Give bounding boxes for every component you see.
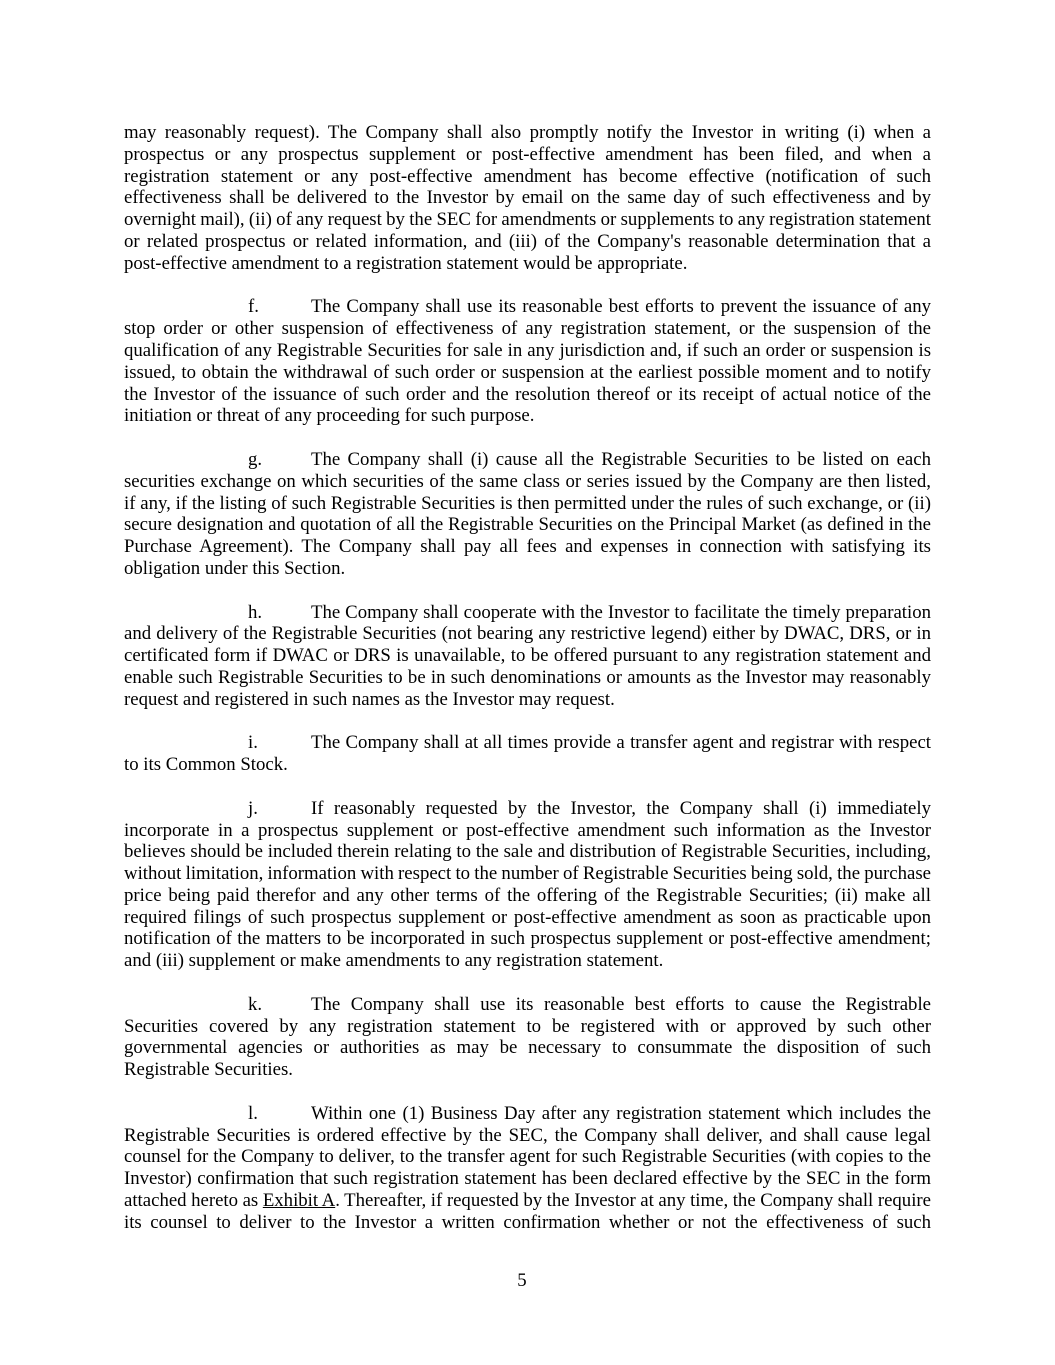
text-line: or related prospectus or related information, and (iii) of the Company's reasonable determination that a — [124, 230, 931, 252]
text-line: notification of the matters to be incorporated in such prospectus supplement or post-effective amendment; — [124, 928, 931, 950]
text-segment: attached hereto as — [124, 1190, 263, 1212]
text-line: Within one (1) Business Day after any registration statement which includes the — [311, 1102, 931, 1124]
text-line: without limitation, information with respect to the number of Registrable Securities being sold, the purchase — [124, 863, 931, 885]
text-line: Purchase Agreement). The Company shall pay all fees and expenses in connection with satisfying its — [124, 536, 931, 558]
paragraph-label: i. — [248, 732, 258, 754]
text-line: Registrable Securities. — [124, 1059, 293, 1081]
text-line: issued, to obtain the withdrawal of such order or suspension at the earliest possible moment and to notify — [124, 361, 931, 383]
text-line: The Company shall (i) cause all the Registrable Securities to be listed on each — [311, 448, 931, 470]
page-body — [124, 122, 931, 1255]
text-line: prospectus or any prospectus supplement or post-effective amendment has been filed, and when a — [124, 143, 931, 165]
text-line: The Company shall use its reasonable best efforts to prevent the issuance of any — [311, 296, 931, 318]
lead-line — [124, 602, 931, 624]
text-segment: . Thereafter, if requested by the Investor at any time, the Company shall require — [335, 1190, 932, 1212]
paragraph-label: k. — [248, 993, 263, 1015]
text-line: certificated form if DWAC or DRS is unavailable, to be offered pursuant to any registration statement and — [124, 645, 931, 667]
text-line: price being paid therefor and any other terms of the offering of the Registrable Securities; (ii) make all — [124, 884, 931, 906]
text-line: The Company shall cooperate with the Investor to facilitate the timely preparation — [311, 601, 931, 623]
paragraph-i — [124, 732, 931, 776]
text-line: counsel for the Company to deliver, to the transfer agent for such Registrable Securities (with copies to the — [124, 1146, 931, 1168]
page-number: 5 — [517, 1270, 527, 1291]
text-line: initiation or threat of any proceeding for such purpose. — [124, 405, 535, 427]
text-line: secure designation and quotation of all the Registrable Securities on the Principal Market (as defined in the — [124, 514, 931, 536]
paragraph-label: l. — [248, 1102, 258, 1124]
lead-line — [124, 1103, 931, 1125]
paragraph-label: f. — [248, 296, 259, 318]
text-line: overnight mail), (ii) of any request by the SEC for amendments or supplements to any registration statement — [124, 209, 931, 231]
text-line: if any, if the listing of such Registrable Securities is then permitted under the rules of such exchange, or (ii) — [124, 492, 931, 514]
text-line: and (iii) supplement or make amendments to any registration statement. — [124, 950, 664, 972]
paragraph-h — [124, 602, 931, 711]
text-line: and delivery of the Registrable Securities (not bearing any restrictive legend) either by DWAC, DRS, or in — [124, 623, 931, 645]
text-line: enable such Registrable Securities to be in such denominations or amounts as the Investor may reasonably — [124, 666, 931, 688]
text-line: believes should be included therein relating to the sale and distribution of Registrable Securities, including, — [124, 841, 931, 863]
text-line: to its Common Stock. — [124, 754, 288, 776]
text-line: qualification of any Registrable Securities for sale in any jurisdiction and, if such an order or suspension is — [124, 339, 931, 361]
text-line: its counsel to deliver to the Investor a written confirmation whether or not the effectiveness of such — [124, 1211, 931, 1233]
text-line: obligation under this Section. — [124, 557, 346, 579]
text-line: Securities covered by any registration statement to be registered with or approved by such other — [124, 1015, 931, 1037]
text-line: effectiveness shall be delivered to the Investor by email on the same day of such effectiveness and by — [124, 187, 931, 209]
text-line: required filings of such prospectus supplement or post-effective amendment as soon as practicable upon — [124, 906, 931, 928]
text-line: Registrable Securities is ordered effective by the SEC, the Company shall deliver, and shall cause legal — [124, 1124, 931, 1146]
lead-line — [124, 994, 931, 1016]
lead-line — [124, 296, 931, 318]
text-line: The Company shall use its reasonable best efforts to cause the Registrable — [311, 993, 931, 1015]
paragraph-continuation — [124, 122, 931, 275]
paragraph-label: g. — [248, 448, 263, 470]
paragraph-label: j. — [248, 797, 258, 819]
text-line: The Company shall at all times provide a transfer agent and registrar with respect — [311, 732, 931, 754]
paragraph-g — [124, 449, 931, 580]
lead-line — [124, 449, 931, 471]
text-line: governmental agencies or authorities as may be necessary to consummate the disposition of such — [124, 1037, 931, 1059]
text-line: the Investor of the issuance of such order and the resolution thereof or its receipt of actual notice of the — [124, 383, 931, 405]
text-line: post-effective amendment to a registration statement would be appropriate. — [124, 252, 688, 274]
lead-line — [124, 732, 931, 754]
paragraph-f — [124, 296, 931, 427]
text-line: If reasonably requested by the Investor, the Company shall (i) immediately — [311, 797, 931, 819]
paragraph-k — [124, 994, 931, 1081]
text-line: may reasonably request). The Company shall also promptly notify the Investor in writing (i) when a — [124, 122, 931, 143]
text-line: stop order or other suspension of effectiveness of any registration statement, or the suspension of the — [124, 318, 931, 340]
text-line — [124, 1190, 931, 1212]
text-line: request and registered in such names as the Investor may request. — [124, 688, 615, 710]
text-line: registration statement or any post-effective amendment has become effective (notification of such — [124, 165, 931, 187]
paragraph-l — [124, 1103, 931, 1234]
text-line: incorporate in a prospectus supplement or post-effective amendment such information as the Investor — [124, 819, 931, 841]
paragraph-j — [124, 798, 931, 972]
exhibit-reference: Exhibit A — [262, 1190, 336, 1212]
paragraph-label: h. — [248, 601, 263, 623]
text-line: securities exchange on which securities of the same class or series issued by the Company are then listed, — [124, 470, 931, 492]
text-line: Investor) confirmation that such registration statement has been declared effective by the SEC in the form — [124, 1168, 931, 1190]
lead-line — [124, 798, 931, 820]
